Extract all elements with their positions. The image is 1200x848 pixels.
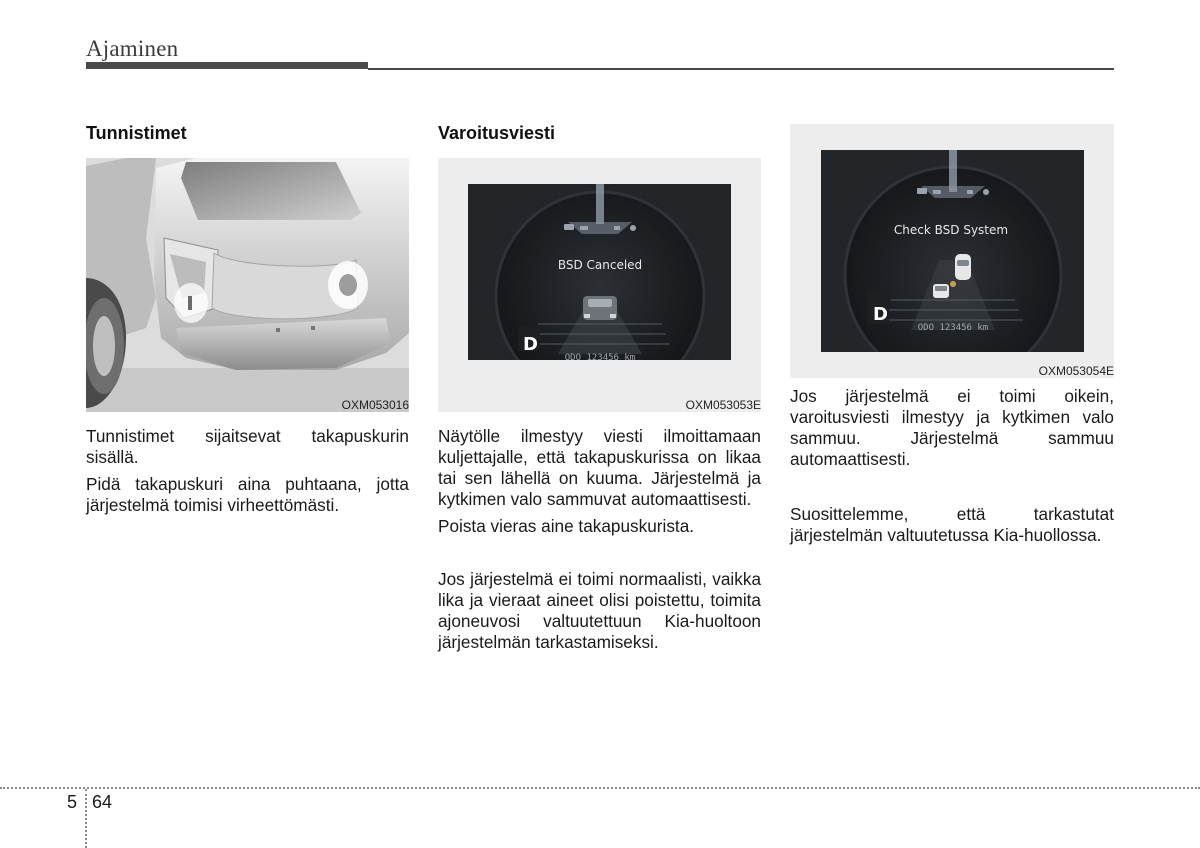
paragraph: Suosittelemme, että tarkastutat järjestelmän valtuutetussa Kia-huollossa.: [790, 504, 1114, 545]
footer-divider: [85, 789, 87, 848]
col1-text: [86, 426, 409, 516]
section-heading-warning: Varoitusviesti: [438, 123, 556, 143]
cluster-screen: [468, 184, 731, 360]
paragraph: Tunnistimet sijaitsevat takapuskurin sisällä.: [86, 426, 409, 467]
paragraph: Jos järjestelmä ei toimi oikein, varoitusviesti ilmestyy ja kytkimen valo sammuu. Järjestelmä sammuu automaattisesti.: [790, 386, 1114, 469]
paragraph: Pidä takapuskuri aina puhtaana, jotta järjestelmä toimisi virheettömästi.: [86, 474, 409, 515]
header-rule: [368, 68, 1114, 70]
paragraph: Jos järjestelmä ei toimi normaalisti, vaikka lika ja vieraat aineet olisi poistettu, toimita ajoneuvosi valtuutettuun Kia-huoltoon järjestelmän tarkastamiseksi.: [438, 569, 761, 652]
section-heading-sensors: Tunnistimet: [86, 123, 187, 143]
col2-text: [438, 426, 761, 653]
chapter-number: 5: [67, 792, 78, 812]
car-icon: [933, 284, 949, 298]
paragraph: Näytölle ilmestyy viesti ilmoittamaan kuljettajalle, että takapuskurissa on likaa tai sen lähellä on kuuma. Järjestelmä ja kytkimen valo sammuvat automaattisesti.: [438, 426, 761, 509]
gear-indicator: D: [523, 334, 538, 355]
screen-message: BSD Canceled: [557, 258, 643, 272]
footer-rule: [0, 787, 1200, 789]
page-number: 64: [92, 792, 113, 812]
header-bar: [86, 62, 368, 69]
figure-code: OXM053053E: [685, 398, 761, 412]
col3-text: [790, 386, 1114, 546]
figure-code: OXM053054E: [1038, 364, 1114, 378]
cluster-display: [468, 184, 731, 360]
odometer: ODO 123456 km: [564, 353, 636, 360]
car-icon: [955, 254, 971, 280]
gear-indicator: D: [873, 304, 888, 325]
cluster-display: [821, 150, 1084, 352]
figure-code: OXM053016: [341, 398, 409, 412]
paragraph: Poista vieras aine takapuskurista.: [438, 516, 695, 536]
rear-bumper-illustration: [86, 158, 409, 412]
screen-message: Check BSD System: [893, 223, 1009, 237]
car-icon: [583, 296, 617, 320]
cluster-screen: [821, 150, 1084, 352]
odometer: ODO 123456 km: [917, 323, 989, 333]
figure-bsd-canceled: [438, 158, 761, 412]
figure-rear-bumper-sensors: [86, 158, 409, 412]
figure-check-bsd-system: [790, 124, 1114, 378]
running-header: Ajaminen: [86, 36, 179, 61]
